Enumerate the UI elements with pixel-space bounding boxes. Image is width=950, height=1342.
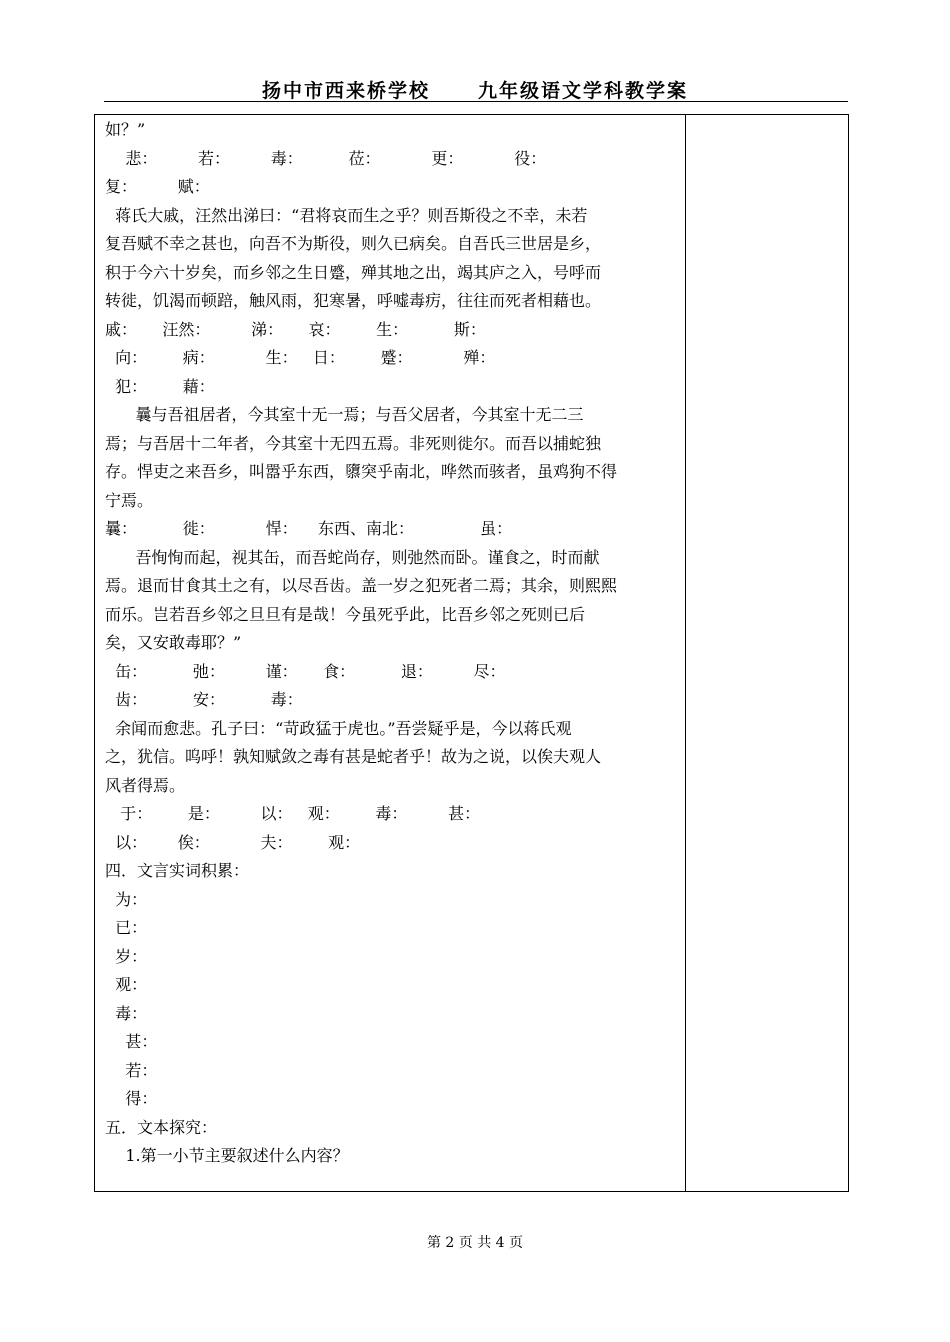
text-line: 吾恂恂而起，视其缶，而吾蛇尚存，则弛然而卧。谨食之，时而献 [105, 547, 600, 567]
text-line: 曩与吾祖居者，今其室十无一焉；与吾父居者，今其室十无二三 [105, 405, 584, 424]
text-line: 如？” [105, 120, 146, 139]
text-line: 1.第一小节主要叙述什么内容？ [105, 1146, 349, 1165]
text-line: 岁： [105, 946, 148, 966]
text-line: 齿： 安： 毒： [105, 690, 303, 709]
text-line: 积于今六十岁矣，而乡邻之生日蹙，殚其地之出，竭其庐之入，号呼而 [105, 262, 602, 282]
text-line: 为： [105, 889, 148, 909]
text-line: 风者得焉。 [105, 775, 186, 795]
page-header [0, 76, 950, 103]
text-line: 存。悍吏之来吾乡，叫嚣乎东西，隳突乎南北，哗然而骇者，虽鸡狗不得 [105, 462, 618, 481]
header-rule [104, 101, 848, 102]
lesson-content [105, 116, 680, 1171]
text-line: 曩： 徙： 悍： 东西、南北： 虽： [105, 519, 513, 538]
text-line: 以： 俟： 夫： 观： [105, 832, 361, 852]
text-line: 蒋氏大戚，汪然出涕曰：“君将哀而生之乎？则吾斯役之不幸，未若 [105, 205, 588, 225]
text-line: 转徙，饥渴而顿踣，触风雨，犯寒暑，呼嘘毒疠，往往而死者相藉也。 [105, 291, 602, 310]
text-line: 焉；与吾居十二年者，今其室十无四五焉。非死则徙尔。而吾以捕蛇独 [105, 433, 602, 453]
text-line: 之，犹信。呜呼！孰知赋敛之毒有甚是蛇者乎！故为之说，以俟夫观人 [105, 747, 602, 766]
text-line: 向： 病： 生： 日： 蹙： 殚： [105, 348, 496, 367]
text-line: 犯： 藉： [105, 376, 215, 396]
text-line: 宁焉。 [105, 490, 154, 510]
header-school: 扬中市西来桥学校 [261, 80, 430, 102]
text-line: 而乐。岂若吾乡邻之旦旦有是哉！今虽死乎此，比吾乡邻之死则已后 [105, 604, 586, 624]
header-subject: 九年级语文学科教学案 [478, 80, 689, 102]
text-line: 复吾赋不幸之甚也，向吾不为斯役，则久已病矣。自吾氏三世居是乡， [105, 234, 602, 253]
text-line: 悲： 若： 毒： 莅： 更： 役： [105, 148, 547, 168]
text-line: 戚： 汪然： 涕： 哀： 生： 斯： [105, 319, 486, 339]
text-line: 矣，又安敢毒耶？” [105, 633, 242, 652]
text-line: 已： [105, 918, 148, 937]
table-column-divider [685, 114, 686, 1192]
text-line: 焉。退而甘食其土之有，以尽吾齿。盖一岁之犯死者二焉；其余，则熙熙 [105, 576, 618, 595]
text-line: 四．文言实词积累： [105, 861, 250, 880]
text-line: 复： 赋： [105, 177, 210, 196]
text-line: 甚： [105, 1032, 158, 1051]
text-line: 五．文本探究： [105, 1117, 218, 1137]
text-line: 毒： [105, 1003, 148, 1023]
text-line: 缶： 弛： 谨： 食： 退： 尽： [105, 661, 506, 681]
text-line: 得： [105, 1089, 158, 1108]
text-line: 于： 是： 以： 观： 毒： 甚： [105, 804, 481, 823]
text-line: 余闻而愈悲。孔子曰：“苛政猛于虎也。”吾尝疑乎是，今以蒋氏观 [105, 718, 572, 738]
text-line: 观： [105, 975, 148, 994]
page-footer: 第 2 页 共 4 页 [426, 1235, 524, 1251]
text-line: 若： [105, 1060, 158, 1080]
